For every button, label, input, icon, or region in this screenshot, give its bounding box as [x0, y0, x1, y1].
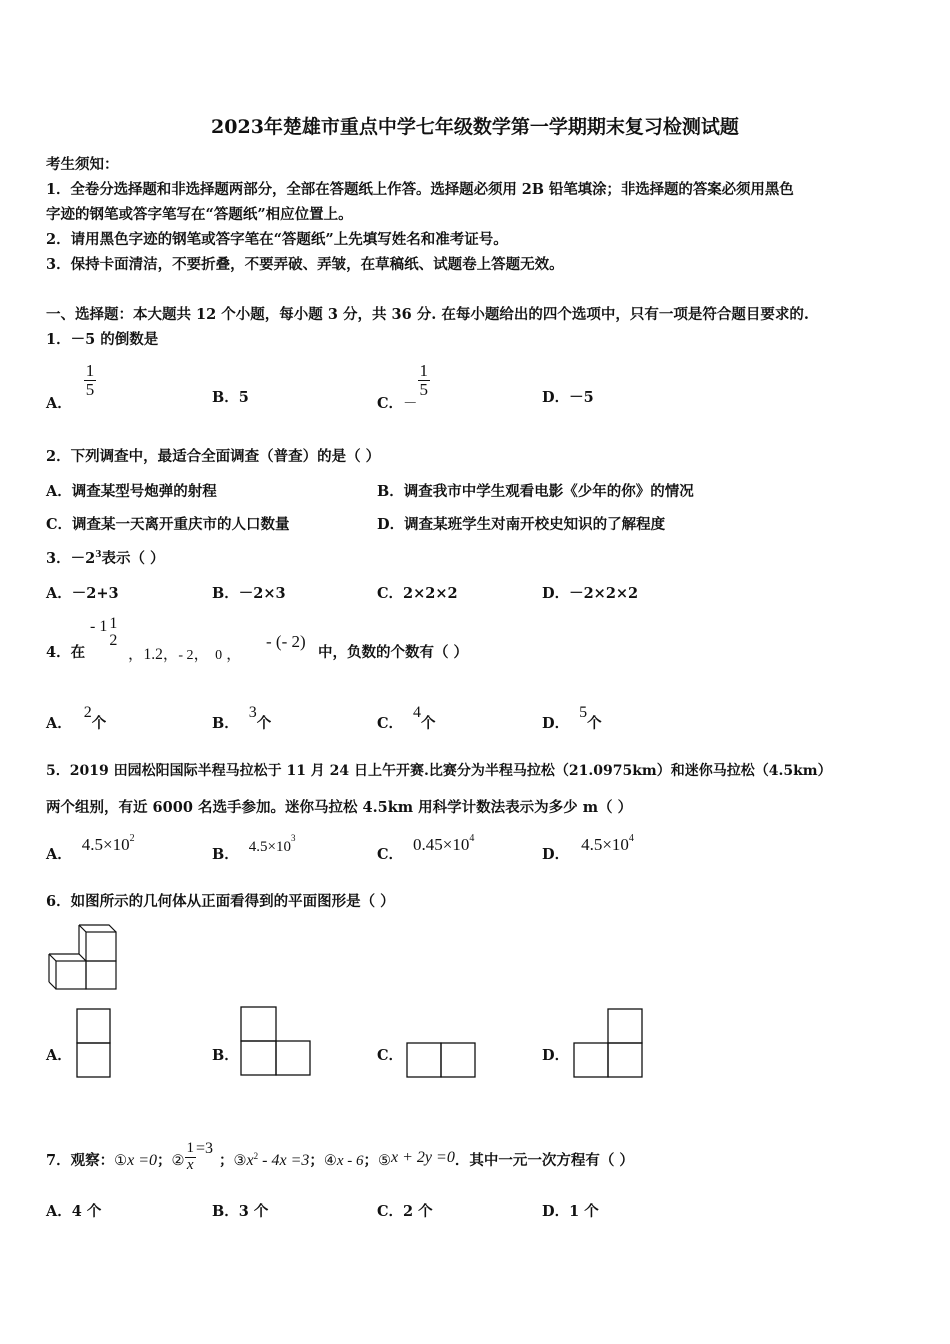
q4-b-label: B．: [212, 715, 239, 732]
section-heading: 一、选择题：本大题共 12 个小题，每小题 3 分，共 36 分. 在每小题给出的四个选项中，只有一项是符合题目要求的.: [46, 306, 809, 323]
q7-expr-2-den: x: [186, 1156, 194, 1173]
q6-solid-lines: [49, 925, 116, 989]
notice-heading: 考生须知：: [46, 156, 119, 173]
q5-option-a[interactable]: [46, 833, 135, 864]
q7-option-c[interactable]: C．2 个: [377, 1203, 433, 1220]
q1-b-label: B．: [212, 389, 239, 406]
q6-stem: 6．如图所示的几何体从正面看得到的平面图形是（ ）: [46, 893, 395, 910]
q3-option-a[interactable]: A．－2+3: [46, 585, 119, 602]
q5-stem-line-2: 两个组别，有近 6000 名选手参加。迷你马拉松 4.5km 用科学计数法表示为多少 m（ ）: [46, 799, 633, 816]
q1-a-label: A．: [46, 395, 72, 413]
q7-expr-1: x =0: [127, 1151, 157, 1169]
q7-sep-4: ；: [363, 1151, 379, 1169]
notice-line-1a: 1．全卷分选择题和非选择题两部分，全部在答题纸上作答。选择题必须用 2B 铅笔填涂；非选择题的答案必须用黑色: [46, 181, 794, 198]
q4-stem-pre: 4．在: [46, 644, 86, 661]
q7-sep-1: ；: [157, 1151, 172, 1169]
q7-sep-3: ；: [309, 1151, 324, 1169]
notice-line-1b: 字迹的钢笔或答字笔写在“答题纸”相应位置上。: [46, 206, 353, 223]
q7-circle-2: ②: [171, 1152, 185, 1169]
q7-circle-4: ④: [323, 1152, 337, 1169]
q4-zero: 0: [215, 648, 223, 663]
q4-mixed-whole: - 1: [90, 617, 108, 635]
q6-solid-figure: [46, 922, 121, 992]
q5-d-base: 4.5×10: [581, 835, 629, 854]
q4-c-unit: 个: [421, 715, 436, 732]
q3-option-b[interactable]: B．－2×3: [212, 585, 286, 602]
q2-option-c[interactable]: C．调查某一天离开重庆市的人口数量: [46, 516, 290, 533]
q6-option-d-label[interactable]: D．: [542, 1047, 570, 1064]
q5-a-base: 4.5×10: [81, 835, 130, 854]
q3-stem-tail: 表示（ ）: [101, 550, 165, 567]
q7-circle-1: ①: [114, 1152, 128, 1169]
q7-option-a[interactable]: A．4 个: [46, 1203, 102, 1220]
q4-sep2: ，: [226, 646, 242, 663]
notice-line-3: 3．保持卡面清洁，不要折叠，不要弄破、弄皱，在草稿纸、试题卷上答题无效。: [46, 256, 564, 273]
q7-circle-5: ⑤: [378, 1152, 392, 1169]
q6-option-c-label[interactable]: C．: [377, 1047, 404, 1064]
q6-option-b-figure[interactable]: [240, 1006, 312, 1078]
q7-sep-2: ；: [219, 1151, 234, 1169]
q7-expr-2-num: 1: [186, 1140, 194, 1156]
q1-a-denominator: 5: [85, 379, 95, 399]
q5-stem-line-1: 5．2019 田园松阳国际半程马拉松于 11 月 24 日上午开赛.比赛分为半程马拉松（21.0975km）和迷你马拉松（4.5km）: [46, 763, 832, 779]
q7-expr-5: x + 2y =0: [391, 1148, 455, 1166]
q4-d-label: D．: [542, 715, 570, 732]
q5-b-exponent: 3: [290, 833, 296, 844]
q4-d-unit: 个: [587, 715, 602, 732]
q7-option-b[interactable]: B．3 个: [212, 1203, 269, 1220]
q4-mixed-number: [90, 616, 119, 650]
q5-option-d[interactable]: [542, 833, 634, 864]
q7-expr-2-rhs: =3: [196, 1139, 214, 1157]
q5-b-base: 4.5×10: [248, 839, 291, 855]
q5-b-label: B．: [212, 846, 239, 863]
q3-option-d[interactable]: D．－2×2×2: [542, 585, 639, 602]
q5-a-exponent: 2: [129, 833, 135, 845]
q1-c-denominator: 5: [419, 379, 429, 399]
q2-option-a[interactable]: A．调查某型号炮弹的射程: [46, 483, 217, 500]
q4-d-value: 5: [579, 704, 588, 721]
q4-a-value: 2: [83, 704, 92, 721]
q7-stem-pre: 7．观察：: [46, 1151, 115, 1169]
notice-line-2: 2．请用黑色字迹的钢笔或答字笔在“答题纸”上先填写姓名和准考证号。: [46, 231, 508, 248]
q4-c-value: 4: [413, 704, 422, 721]
q5-option-c[interactable]: [377, 833, 475, 864]
q2-stem: 2．下列调查中，最适合全面调查（普查）的是（ ）: [46, 448, 381, 465]
q4-mixed-numerator: 1: [109, 615, 118, 632]
q1-option-c[interactable]: [377, 361, 430, 413]
q7-expr-3a: x: [246, 1151, 254, 1169]
q5-c-label: C．: [377, 846, 404, 863]
q5-d-label: D．: [542, 846, 570, 863]
q1-d-value: －5: [569, 389, 594, 406]
page-title: 2023年楚雄市重点中学七年级数学第一学期期末复习检测试题: [211, 116, 739, 138]
q3-stem-exponent: 3: [95, 550, 102, 561]
q4-option-c[interactable]: [377, 704, 436, 733]
q1-option-d[interactable]: [542, 386, 594, 407]
q5-a-label: A．: [46, 846, 72, 863]
q4-list: [128, 642, 242, 664]
q4-b-unit: 个: [256, 715, 272, 732]
q1-c-label: C．: [377, 395, 404, 413]
q1-option-b[interactable]: [212, 386, 249, 407]
q6-option-a-figure[interactable]: [76, 1008, 112, 1080]
q7-stem: [46, 1141, 634, 1174]
q4-option-d[interactable]: [542, 704, 602, 733]
q1-stem: 1．－5 的倒数是: [46, 331, 159, 348]
q4-mixed-denominator: 2: [109, 631, 118, 649]
q5-c-base: 0.45×10: [413, 835, 470, 854]
q4-stem-post: 中，负数的个数有（ ）: [318, 644, 469, 661]
q2-option-b[interactable]: B．调查我市中学生观看电影《少年的你》的情况: [377, 483, 694, 500]
q5-option-b[interactable]: [212, 833, 296, 864]
q4-option-a[interactable]: [46, 704, 107, 733]
q1-c-sign: －: [403, 396, 418, 413]
q4-c-label: C．: [377, 715, 404, 732]
q1-d-label: D．: [542, 389, 570, 406]
q4-neg-neg2: - (- 2): [266, 632, 306, 651]
q7-stem-post: ．其中一元一次方程有（ ）: [454, 1151, 634, 1169]
q5-c-exponent: 4: [469, 833, 475, 845]
q4-a-label: A．: [46, 715, 72, 732]
q5-d-exponent: 4: [628, 833, 634, 845]
q1-c-numerator: 1: [419, 361, 429, 380]
q6-option-a-label[interactable]: A．: [46, 1047, 72, 1064]
q1-option-a[interactable]: [46, 361, 96, 413]
q7-circle-3: ③: [233, 1152, 247, 1169]
q4-b-value: 3: [248, 704, 257, 721]
q2-option-d[interactable]: D．调查某班学生对南开校史知识的了解程度: [377, 516, 666, 533]
q6-option-b-label[interactable]: B．: [212, 1047, 239, 1064]
q3-stem: [46, 547, 165, 568]
q7-option-d[interactable]: D．1 个: [542, 1203, 599, 1220]
q1-b-value: 5: [238, 389, 249, 406]
q1-c-fraction: [418, 362, 431, 399]
q4-sep: ，: [193, 646, 210, 663]
q1-a-fraction: [84, 362, 97, 399]
q3-option-c[interactable]: C．2×2×2: [377, 585, 458, 602]
q7-expr-3b: - 4x =3: [258, 1151, 310, 1169]
q6-option-d-figure[interactable]: [573, 1008, 645, 1080]
q4-neg2: - 2: [178, 648, 194, 663]
q4-list-mid: ，1.2，: [128, 646, 179, 663]
q7-expr-2-fraction: [185, 1141, 197, 1174]
q3-stem-base: 3．－2: [46, 550, 96, 567]
q7-expr-4: x - 6: [336, 1152, 364, 1169]
q4-mixed-fraction: [107, 616, 119, 650]
q6-option-c-figure[interactable]: [406, 1042, 478, 1080]
q4-a-unit: 个: [91, 715, 107, 732]
q4-option-b[interactable]: [212, 704, 272, 733]
q1-a-numerator: 1: [85, 361, 95, 380]
q7-expr-3-exp: 2: [253, 1150, 259, 1161]
